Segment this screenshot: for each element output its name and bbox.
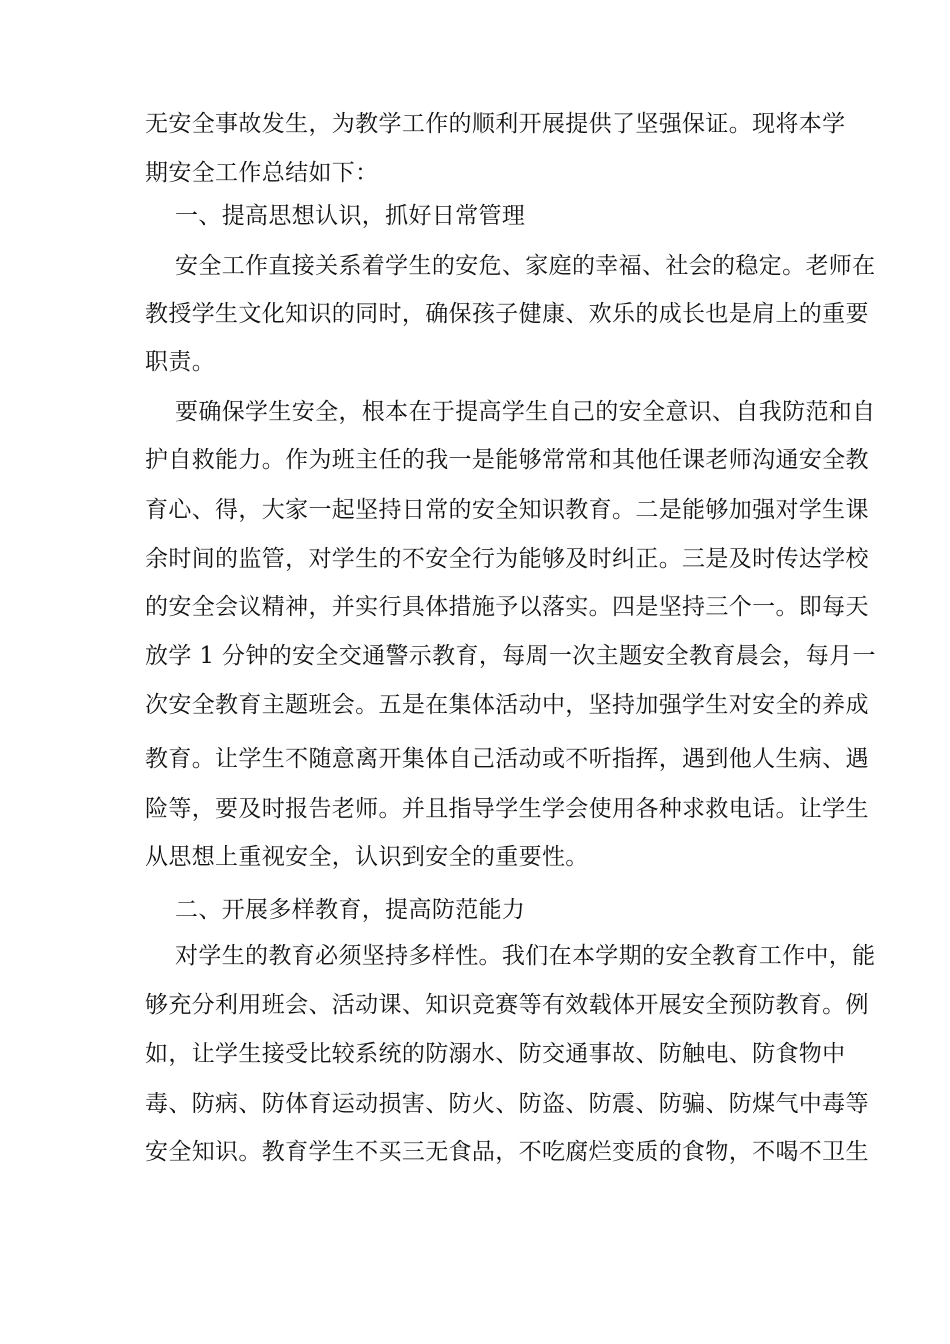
text-line: 放学 1 分钟的安全交通警示教育，每周一次主题安全教育晨会，每月一 bbox=[145, 643, 876, 669]
section-heading: 二、开展多样教育，提高防范能力 bbox=[175, 897, 526, 923]
text-line: 安全知识。教育学生不买三无食品，不吃腐烂变质的食物，不喝不卫生 bbox=[145, 1139, 869, 1165]
text-line: 险等，要及时报告老师。并且指导学生学会使用各种求救电话。让学生 bbox=[145, 796, 869, 822]
text-line: 从思想上重视安全，认识到安全的重要性。 bbox=[145, 844, 589, 870]
text-line: 职责。 bbox=[145, 349, 216, 375]
text-line: 毒、防病、防体育运动损害、防火、防盗、防震、防骗、防煤气中毒等 bbox=[145, 1091, 869, 1117]
text-line: 安全工作直接关系着学生的安危、家庭的幸福、社会的稳定。老师在 bbox=[175, 253, 876, 279]
text-line: 够充分利用班会、活动课、知识竞赛等有效载体开展安全预防教育。例 bbox=[145, 992, 869, 1018]
text-line: 要确保学生安全，根本在于提高学生自己的安全意识、自我防范和自 bbox=[175, 399, 876, 425]
text-line: 育心、得，大家一起坚持日常的安全知识教育。二是能够加强对学生课 bbox=[145, 497, 869, 523]
text-line: 如，让学生接受比较系统的防溺水、防交通事故、防触电、防食物中 bbox=[145, 1041, 846, 1067]
text-line: 教授学生文化知识的同时，确保孩子健康、欢乐的成长也是肩上的重要 bbox=[145, 301, 869, 327]
text-line: 教育。让学生不随意离开集体自己活动或不听指挥，遇到他人生病、遇 bbox=[145, 746, 869, 772]
text-line: 次安全教育主题班会。五是在集体活动中，坚持加强学生对安全的养成 bbox=[145, 692, 869, 718]
text-line: 的安全会议精神，并实行具体措施予以落实。四是坚持三个一。即每天 bbox=[145, 594, 869, 620]
text-line: 期安全工作总结如下： bbox=[145, 160, 379, 186]
text-line: 余时间的监管，对学生的不安全行为能够及时纠正。三是及时传达学校 bbox=[145, 546, 869, 572]
text-line: 对学生的教育必须坚持多样性。我们在本学期的安全教育工作中，能 bbox=[175, 943, 876, 969]
section-heading: 一、提高思想认识，抓好日常管理 bbox=[175, 203, 526, 229]
text-line: 无安全事故发生，为教学工作的顺利开展提供了坚强保证。现将本学 bbox=[145, 111, 846, 137]
text-line: 护自救能力。作为班主任的我一是能够常常和其他任课老师沟通安全教 bbox=[145, 447, 869, 473]
